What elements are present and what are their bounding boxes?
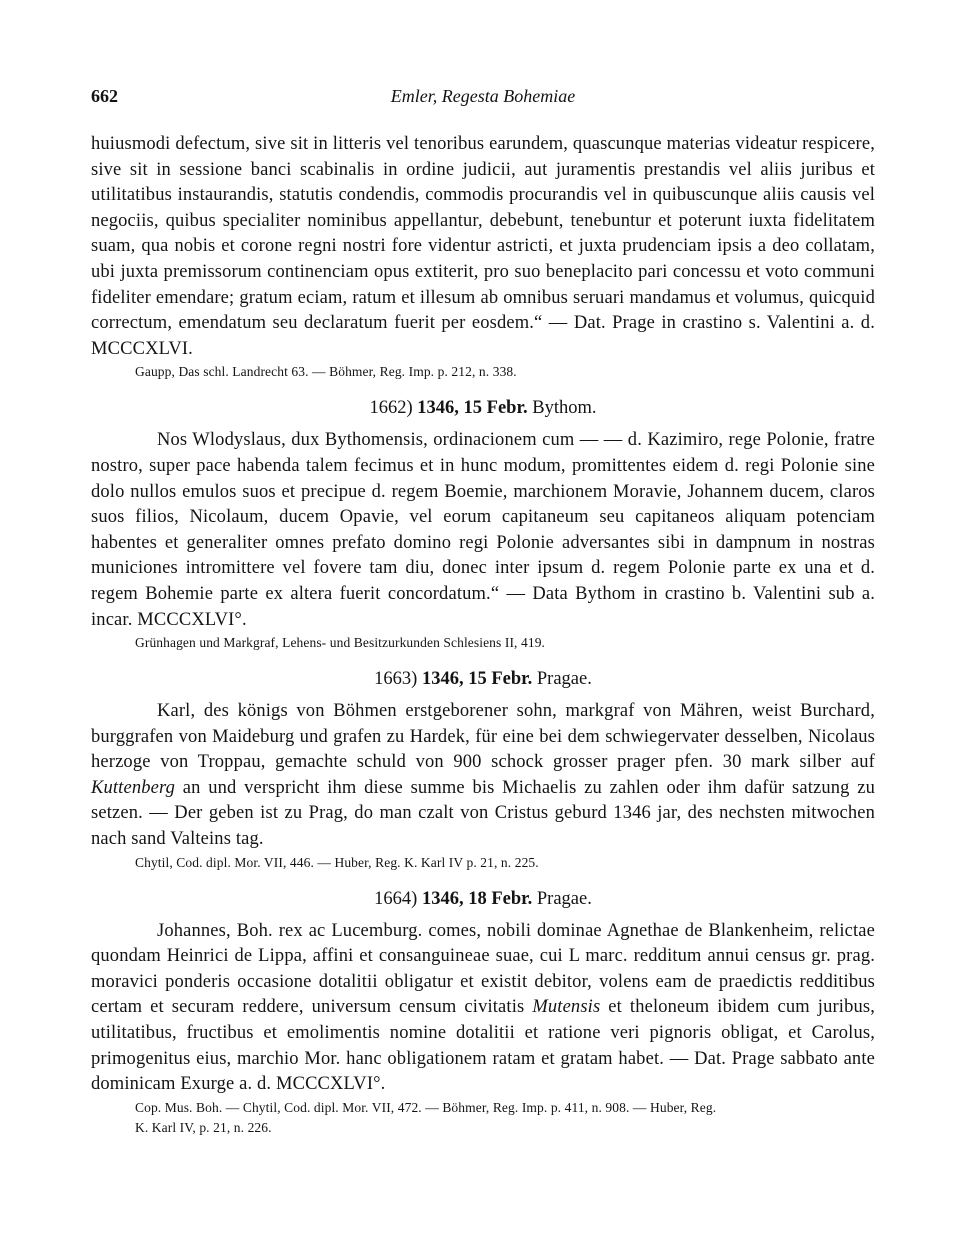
entry-text-italic: Mutensis (532, 997, 601, 1018)
entry-source: Chytil, Cod. dipl. Mor. VII, 446. — Huber, Reg. K. Karl IV p. 21, n. 225. (135, 854, 539, 870)
entry-date: 1346, 18 Febr. (421, 888, 533, 909)
entry-1663 (91, 669, 875, 873)
entry-place: Pragae. (536, 888, 592, 909)
entry-source-continued (91, 1118, 875, 1138)
entry-heading (91, 398, 875, 419)
document-page (91, 86, 875, 1138)
continuation-paragraph: huiusmodi defectum, sive sit in litteris vel tenoribus earundem, quascunque materias videatur respicere, sive sit in sessione banci scabinalis in ordine judicii, aut juramentis prestandis vel aliis juribus et utilitatibus instaurandis, statutis condendis, commodis procurandis vel in quibuscunque aliis causis vel negociis, quibus specialiter nominibus appellantur, debebunt, tenebuntur et poterunt iuxta fidelitatem suam, qua nobis et corone regni nostri fore videntur astricti, et juxta prudenciam ipsis a deo collatam, ubi juxta premissorum continenciam opus extiterit, pro suo beneplacito pari concessu et voto communi fideliter emendare; gratum eciam, ratum et illesum ab omnibus seruari mandamus et volumus, quicquid correctum, emendatum seu declaratum fuerit per eosdem.“ — Dat. Prage in crastino s. Valentini a. d. MCCCXLVI. (91, 134, 875, 359)
entry-heading (91, 889, 875, 910)
running-head (91, 86, 875, 116)
entry-source-line: Cop. Mus. Boh. — Chytil, Cod. dipl. Mor. VII, 472. — Böhmer, Reg. Imp. p. 411, n. 908. — Huber, Reg. (135, 1099, 717, 1115)
entry-text-part: et theloneum ibidem cum juribus, utilitatibus, fructibus et emolimentis nomine dotalitii et ratione veri pignoris obligat, et Carolus, primogenitus eius, marchio Mor. hanc obligationem ratam et gratam habet. — Dat. Prage sabbato ante dominicam Exurge a. d. MCCCXLVI°. (91, 997, 876, 1095)
entry-source-line: K. Karl IV, p. 21, n. 226. (135, 1119, 272, 1135)
entry-text-part: an und verspricht ihm diese summe bis Michaelis zu zahlen oder ihm dafür satzung zu setzen. — Der geben ist zu Prag, do man czalt von Cristus geburd 1346 jar, des nechsten mitwochen nach sand Valteins tag. (91, 777, 875, 850)
entry-text (91, 699, 875, 853)
entry-source (91, 1098, 875, 1118)
entry-place: Bythom. (532, 398, 597, 419)
entry-date: 1346, 15 Febr. (421, 669, 533, 690)
entry-1662 (91, 398, 875, 653)
entry-number: 1664) (374, 888, 418, 909)
entry-date: 1346, 15 Febr. (417, 398, 528, 419)
entry-place: Pragae. (536, 669, 592, 690)
continuation-source: Gaupp, Das schl. Landrecht 63. — Böhmer, Reg. Imp. p. 212, n. 338. (135, 364, 517, 380)
entry-text-part: Karl, des königs von Böhmen erstgeborener sohn, markgraf von Mähren, weist Burchard, burggrafen von Maideburg und grafen zu Hardek, für eine bei dem schwiegervater desselben, Nicolaus herzoge von Troppau, gemachte schuld von 900 schock grosser prager pfen. 30 mark silber auf (91, 701, 875, 773)
running-title: Emler, Regesta Bohemiae (390, 86, 576, 106)
entry-number: 1662) (369, 398, 413, 419)
entry-text (91, 919, 875, 1098)
entry-text-part: Johannes, Boh. rex ac Lucemburg. comes, nobili dominae Agnethae de Blankenheim, relictae quondam Heinrici de Lippa, affini et consanguineae suae, cui L marc. redditum annui census gr. prag. moravici ponderis occasione dotalitii obligatur et existit debitor, volens eam de praedictis redditibus certam et securam reddere, universum censum civitatis (91, 920, 875, 1018)
entry-source: Grünhagen und Markgraf, Lehens- und Besitzurkunden Schlesiens II, 419. (135, 635, 546, 651)
entry-text-italic: Kuttenberg (91, 777, 176, 798)
entry-1664 (91, 889, 875, 1138)
entry-number: 1663) (374, 669, 418, 690)
entry-heading (91, 669, 875, 690)
page-number: 662 (91, 86, 118, 106)
entry-text: Nos Wlodyslaus, dux Bythomensis, ordinacionem cum — — d. Kazimiro, rege Polonie, fratre nostro, super pace habenda talem fecimus et in hunc modum, promittentes eidem d. regi Polonie sine dolo nullos emulos suos et precipue d. regem Boemie, marchionem Moravie, Johannem ducem, claros suos filios, Nicolaum, ducem Opavie, vel eorum capitaneum seu capitaneos aliquam potenciam habentes et generaliter omnes prefato domino regi Polonie adversantes sibi in dampnum in nostras municiones intromittere vel fovere tam diu, donec inter ipsum d. regem Polonie parte ex una et d. regem Bohemie parte ex altera fuerit concordatum.“ — Data Bythom in crastino b. Valentini sub a. incar. MCCCXLVI°. (91, 430, 875, 630)
